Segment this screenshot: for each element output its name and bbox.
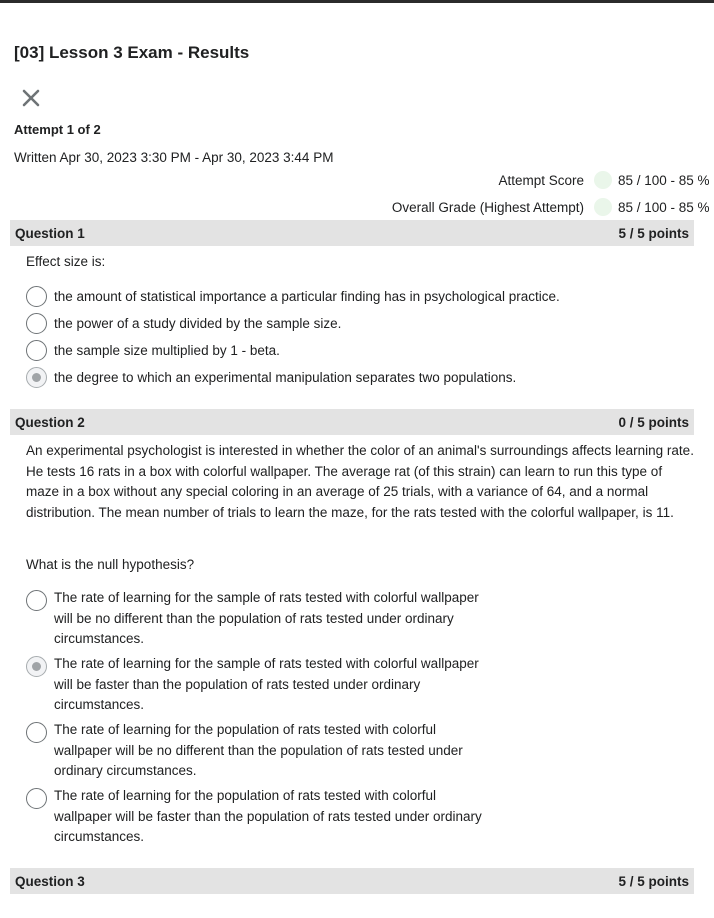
radio-button[interactable] bbox=[26, 590, 47, 611]
radio-button-selected[interactable] bbox=[26, 367, 47, 388]
overall-grade-label: Overall Grade (Highest Attempt) bbox=[391, 199, 584, 215]
overall-grade-indicator bbox=[594, 198, 612, 216]
option-label: the amount of statistical importance a particular finding has in psychological practice. bbox=[54, 289, 560, 304]
option-label: the degree to which an experimental manipulation separates two populations. bbox=[54, 370, 517, 385]
question-2-option-1[interactable] bbox=[26, 588, 494, 650]
option-label: the power of a study divided by the sample size. bbox=[54, 316, 342, 331]
question-title: Question 3 bbox=[15, 873, 85, 889]
radio-button[interactable] bbox=[26, 722, 47, 743]
question-title: Question 1 bbox=[15, 225, 85, 241]
option-label: The rate of learning for the sample of rats tested with colorful wallpaper will be no different than the population of rats tested under ordinary circumstances. bbox=[54, 590, 479, 646]
written-timestamp: Written Apr 30, 2023 3:30 PM - Apr 30, 2023 3:44 PM bbox=[14, 150, 334, 165]
question-points: 5 / 5 points bbox=[618, 225, 689, 241]
attempt-score-row bbox=[498, 171, 714, 189]
attempt-score-label: Attempt Score bbox=[498, 172, 584, 188]
option-label: the sample size multiplied by 1 - beta. bbox=[54, 343, 280, 358]
option-label: The rate of learning for the sample of rats tested with colorful wallpaper will be faster than the population of rats tested under ordinary circumstances. bbox=[54, 656, 479, 712]
question-2-prompt: An experimental psychologist is interested in whether the color of an animal's surroundings affects learning rate. He tests 16 rats in a box with colorful wallpaper. The average rat (of this strain) can learn to run this type of maze in a box without any special coloring in an average of 25 trials, with a variance of 64, and a normal distribution. The mean number of trials to learn the maze, for the rats tested with the colorful wallpaper, is 11. bbox=[26, 443, 694, 520]
question-title: Question 2 bbox=[15, 414, 85, 430]
page-title: [03] Lesson 3 Exam - Results bbox=[14, 43, 250, 62]
question-2-option-4[interactable] bbox=[26, 786, 494, 848]
question-1-option-1[interactable] bbox=[26, 287, 560, 308]
top-border bbox=[0, 0, 714, 3]
close-button[interactable] bbox=[18, 85, 44, 111]
close-icon bbox=[22, 89, 40, 107]
question-1-prompt: Effect size is: bbox=[26, 254, 106, 269]
option-label: The rate of learning for the population of rats tested with colorful wallpaper will be faster than the population of rats tested under ordinary circumstances. bbox=[54, 788, 482, 844]
question-2-option-2[interactable] bbox=[26, 654, 494, 716]
question-2-header bbox=[10, 409, 694, 435]
overall-grade-value: 85 / 100 - 85 % bbox=[618, 199, 710, 215]
question-2-option-3[interactable] bbox=[26, 720, 494, 782]
radio-button-selected[interactable] bbox=[26, 656, 47, 677]
question-points: 5 / 5 points bbox=[618, 873, 689, 889]
radio-button[interactable] bbox=[26, 286, 47, 307]
attempt-label: Attempt 1 of 2 bbox=[14, 122, 101, 137]
question-1-option-3[interactable] bbox=[26, 341, 280, 362]
question-points: 0 / 5 points bbox=[618, 414, 689, 430]
radio-button[interactable] bbox=[26, 788, 47, 809]
overall-grade-row bbox=[392, 198, 714, 216]
question-1-header bbox=[10, 220, 694, 246]
question-2-sub-prompt: What is the null hypothesis? bbox=[26, 557, 195, 572]
question-1-option-4[interactable] bbox=[26, 368, 516, 389]
attempt-score-value: 85 / 100 - 85 % bbox=[618, 172, 710, 188]
option-label: The rate of learning for the population of rats tested with colorful wallpaper will be no different than the population of rats tested under ordinary circumstances. bbox=[54, 722, 463, 778]
radio-button[interactable] bbox=[26, 313, 47, 334]
question-1-option-2[interactable] bbox=[26, 314, 341, 335]
question-3-header bbox=[10, 868, 694, 894]
radio-button[interactable] bbox=[26, 340, 47, 361]
attempt-score-indicator bbox=[594, 171, 612, 189]
